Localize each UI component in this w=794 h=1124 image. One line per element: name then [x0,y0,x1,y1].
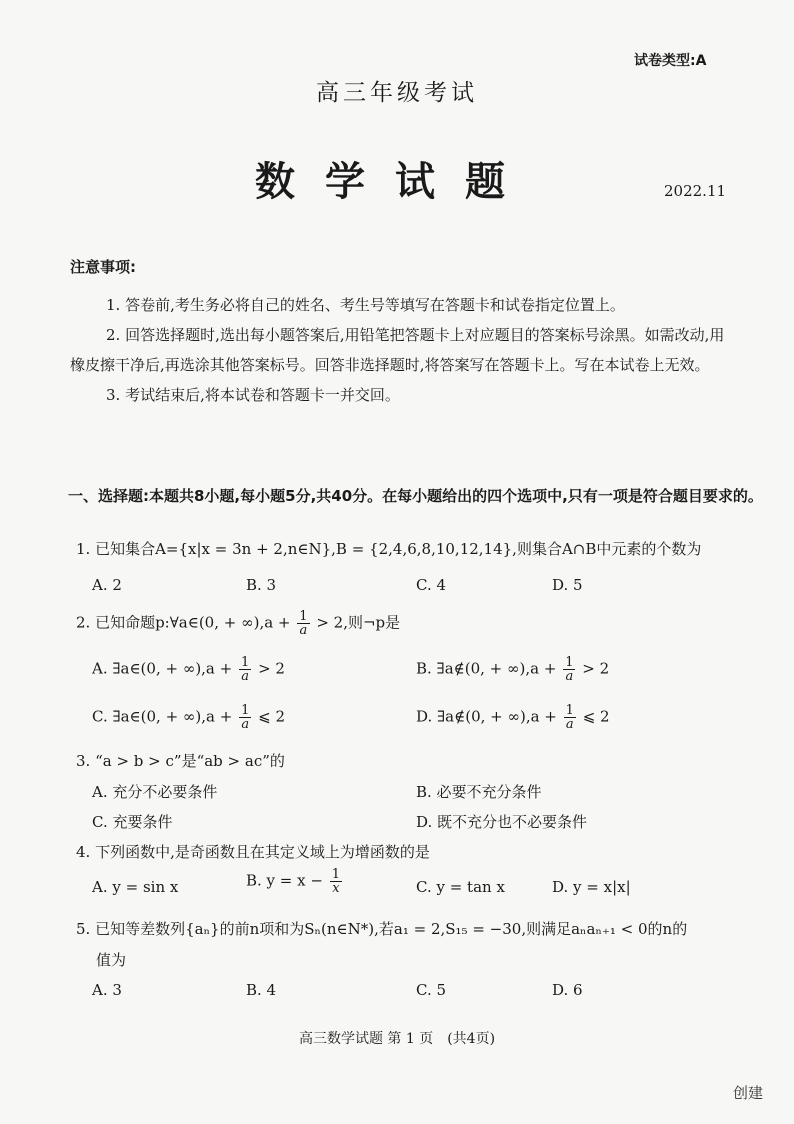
fraction [330,868,342,895]
q3-option-c: C. 充要条件 [92,813,173,831]
q5-option-b: B. 4 [246,981,277,999]
fraction-denominator: x [332,881,340,896]
q2-option-a-pre: A. ∃a∈(0, + ∞),a + [92,659,233,678]
fraction-numerator: 1 [241,655,250,670]
question-1-stem: 1. 已知集合A={x|x = 3n + 2,n∈N},B = {2,4,6,8,10,12,14},则集合A∩B中元素的个数为 [76,540,702,558]
fraction-denominator: a [565,717,574,732]
q1-option-d: D. 5 [552,576,583,594]
q2-option-b-pre: B. ∃a∉(0, + ∞),a + [416,659,557,678]
fraction-numerator: 1 [565,655,574,670]
fraction-denominator: a [241,669,250,684]
question-2-stem [76,610,400,637]
q2-stem-pre: 2. 已知命题p:∀a∈(0, + ∞),a + [76,613,291,632]
q4-option-a: A. y = sin x [92,878,179,896]
fraction [563,656,575,683]
fraction-numerator: 1 [241,703,250,718]
create-label[interactable]: 创建 [733,1084,764,1102]
q2-option-c-post: ⩽ 2 [258,707,286,726]
q4-option-c: C. y = tan x [416,878,505,896]
fraction-numerator: 1 [565,703,574,718]
note-item: 2. 回答选择题时,选出每小题答案后,用铅笔把答题卡上对应题目的答案标号涂黑。如需改动,用橡皮擦干净后,再选涂其他答案标号。回答非选择题时,将答案写在答题卡上。写在本试卷上无效。 [70,326,725,374]
fraction [239,656,251,683]
q2-option-b-post: > 2 [582,659,610,678]
q5-option-c: C. 5 [416,981,447,999]
q2-option-c-pre: C. ∃a∈(0, + ∞),a + [92,707,233,726]
notes-list [70,290,735,410]
q2-option-a [92,656,285,683]
fraction [297,610,309,637]
q2-option-a-post: > 2 [258,659,285,678]
q3-option-a: A. 充分不必要条件 [92,783,218,801]
q4-option-b-pre: B. y = x − [246,871,323,890]
note-item: 3. 考试结束后,将本试卷和答题卡一并交回。 [106,386,400,404]
question-3-stem: 3. “a > b > c”是“ab > ac”的 [76,752,285,770]
question-5-stem-cont: 值为 [96,951,127,969]
q2-stem-post: > 2,则¬p是 [316,613,401,632]
q2-option-d [416,704,610,731]
q5-option-a: A. 3 [92,981,122,999]
question-5-stem: 5. 已知等差数列{aₙ}的前n项和为Sₙ(n∈N*),若a₁ = 2,S₁₅ = −30,则满足aₙaₙ₊₁ < 0的n的 [76,920,688,938]
q1-option-c: C. 4 [416,576,447,594]
notes-heading: 注意事项: [70,258,136,276]
q2-option-d-pre: D. ∃a∉(0, + ∞),a + [416,707,557,726]
exam-subtitle: 高三年级考试 [316,80,478,106]
q4-option-b [246,868,344,895]
q2-option-d-post: ⩽ 2 [582,707,610,726]
q1-option-a: A. 2 [92,576,122,594]
fraction-denominator: a [241,717,250,732]
fraction-denominator: a [565,669,574,684]
page-title: 数学试题 [255,158,535,205]
fraction [239,704,251,731]
question-4-stem: 4. 下列函数中,是奇函数且在其定义域上为增函数的是 [76,843,430,861]
exam-date: 2022.11 [664,182,727,200]
page-footer: 高三数学试题 第 1 页 (共4页) [298,1031,496,1047]
fraction [564,704,576,731]
q2-option-c [92,704,285,731]
paper-type-label: 试卷类型:A [634,53,707,69]
note-item: 1. 答卷前,考生务必将自己的姓名、考生号等填写在答题卡和试卷指定位置上。 [106,296,625,314]
q3-option-b: B. 必要不充分条件 [416,783,542,801]
section-heading: 一、选择题:本题共8小题,每小题5分,共40分。在每小题给出的四个选项中,只有一项是符合题目要求的。 [68,487,763,505]
fraction-denominator: a [299,623,308,638]
q1-option-b: B. 3 [246,576,277,594]
fraction-numerator: 1 [331,867,340,882]
q2-option-b [416,656,609,683]
q3-option-d: D. 既不充分也不必要条件 [416,813,588,831]
q4-option-d: D. y = x|x| [552,878,631,896]
fraction-numerator: 1 [299,609,308,624]
q5-option-d: D. 6 [552,981,583,999]
